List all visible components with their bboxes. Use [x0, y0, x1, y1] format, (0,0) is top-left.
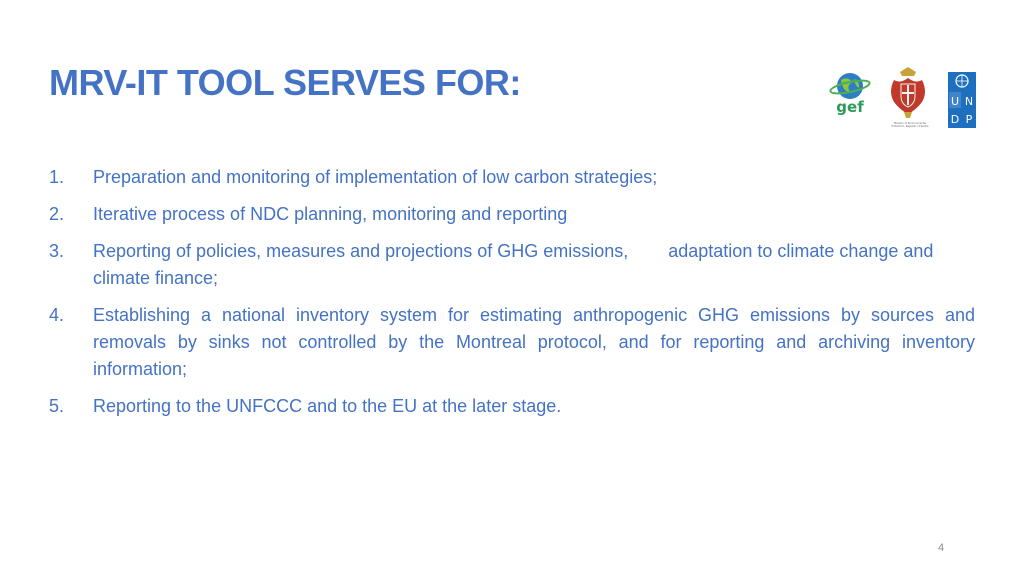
partner-logos: [828, 66, 978, 132]
list-item-text-part-b: adaptation to climate change and climate finance;: [93, 241, 934, 288]
serbia-coat-of-arms-icon: [888, 66, 928, 128]
undp-letter-p: P: [965, 113, 973, 126]
list-item: [49, 393, 975, 420]
list-item-text: Reporting to the UNFCCC and to the EU at the later stage.: [93, 396, 562, 416]
serbia-logo-caption: Ministry of Environmental Protection, Republic of Serbia: [891, 122, 929, 128]
list-item: [49, 201, 975, 228]
undp-letter-n: N: [964, 95, 974, 108]
list-item-number: 3.: [49, 241, 65, 261]
gef-logo-icon: [828, 70, 872, 116]
list-item: [49, 164, 975, 191]
slide-title: MRV-IT TOOL SERVES FOR:: [49, 62, 521, 103]
list-item-text: Iterative process of NDC planning, monitoring and reporting: [93, 204, 568, 224]
gef-logo-text: gef: [836, 98, 864, 116]
list-item-number: 4.: [49, 305, 65, 325]
list-item: [49, 238, 975, 292]
list-item-number: 1.: [49, 167, 65, 187]
list-item-text-part-a: Reporting of policies, measures and projections of GHG emissions,: [93, 241, 629, 261]
list-item-number: 2.: [49, 204, 65, 224]
undp-logo-icon: [948, 72, 976, 128]
list-item-text: Preparation and monitoring of implementation of low carbon strategies;: [93, 167, 658, 187]
page-number: 4: [938, 542, 945, 554]
list-item-number: 5.: [49, 396, 65, 416]
purpose-list: [49, 164, 975, 430]
list-item: [49, 302, 975, 383]
undp-letter-d: D: [950, 113, 960, 126]
list-item-text: Establishing a national inventory system for estimating anthropogenic GHG emissions by sources and removals by sinks not controlled by the Montreal protocol, and for reporting and archiving inventory information;: [93, 305, 975, 379]
undp-letter-u: U: [950, 95, 960, 108]
